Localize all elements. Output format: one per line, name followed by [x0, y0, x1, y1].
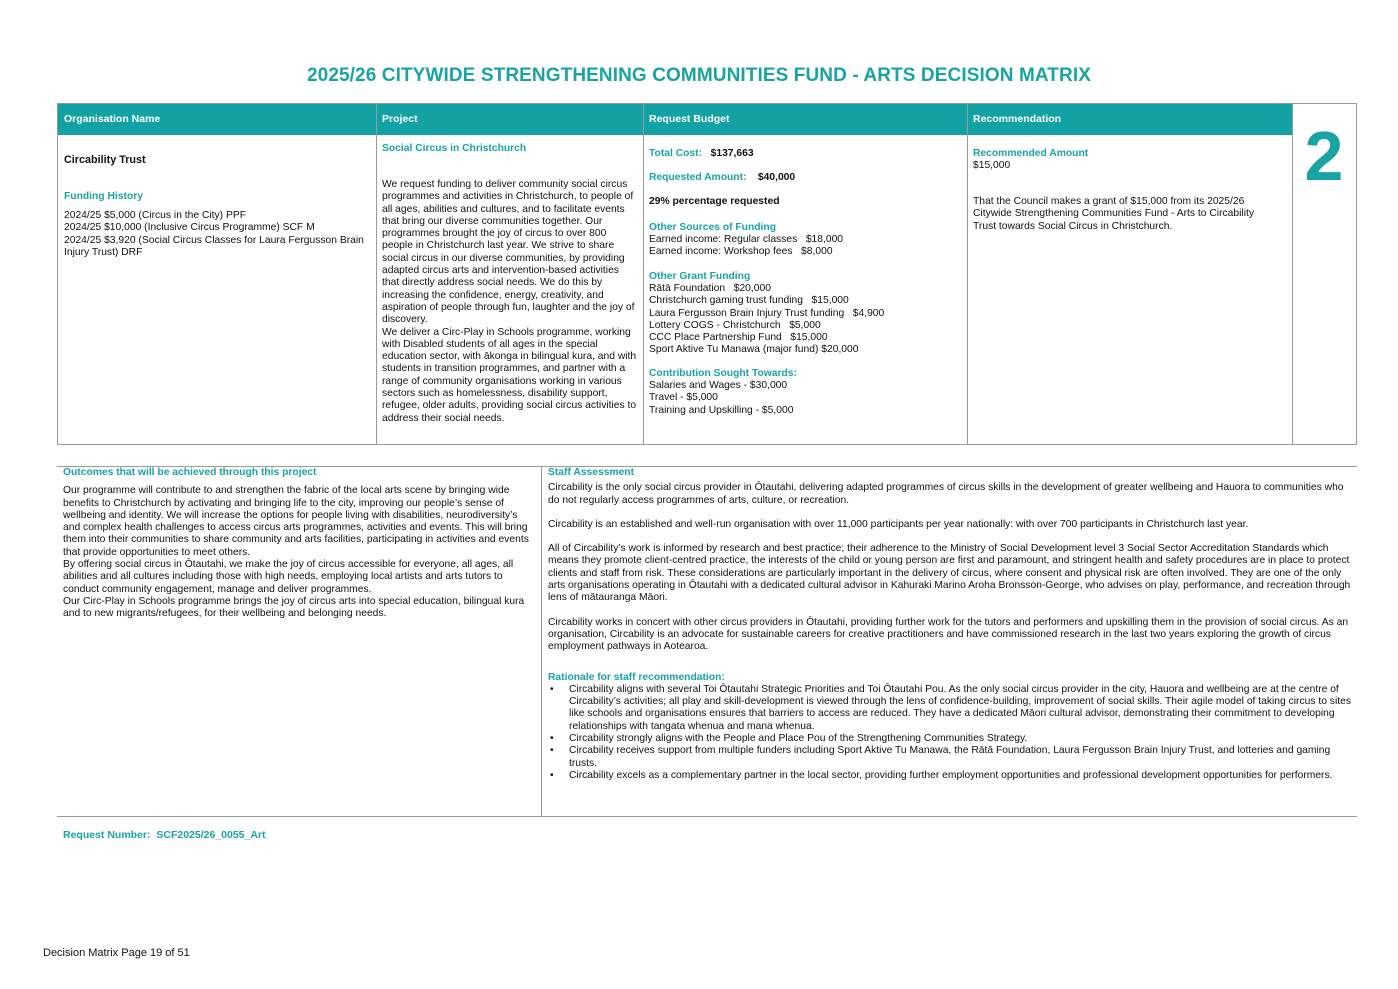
column-divider — [967, 104, 968, 444]
total-cost-value: $137,663 — [710, 148, 754, 159]
rationale-item: • Circability strongly aligns with the People and Place Pou of the Strengthening Communities Strategy. — [548, 733, 1352, 745]
outcomes-label: Outcomes that will be achieved through this project — [63, 467, 317, 478]
column-divider — [541, 466, 542, 816]
outcomes-paragraph: Our Circ-Play in Schools programme brings the joy of circus arts into special education, bilingual kura and to new migrants/refugees, for their wellbeing and belonging needs. — [63, 595, 525, 620]
staff-assessment-label: Staff Assessment — [548, 467, 635, 478]
requested-amount-label: Requested Amount: — [649, 172, 747, 183]
other-source-item: Earned income: Workshop fees $8,000 — [649, 246, 833, 258]
header-request-budget: Request Budget — [643, 104, 967, 135]
total-cost-label: Total Cost: — [649, 148, 703, 159]
requested-amount-value: $40,000 — [757, 172, 796, 183]
project-description-paragraph: We request funding to deliver community social circus programmes and activities in Christchurch, to people of all ages, abilities and cultures, and to facilitate events that bring our diverse communities together. Our programmes brought the joy of circus to over 800 people in Christchurch last year. We strive to share social circus in our diverse communities, by providing adapted circus arts and intervention-based activities that directly address social needs. We do this by increasing the confidence, energy, creativity, and aspiration of people through fun, laughter and the joy of discovery. — [382, 179, 635, 326]
outcomes-section — [63, 467, 535, 621]
header-organisation: Organisation Name — [58, 104, 376, 135]
column-divider — [643, 104, 644, 444]
funding-history-item: 2024/25 $3,920 (Social Circus Classes for Laura Fergusson Brain Injury Trust) DRF — [64, 234, 364, 258]
recommendation-text: That the Council makes a grant of $15,000 from its 2025/26 Citywide Strengthening Communities Fund - Arts to Circability Trust towards Social Circus in Christchurch. — [973, 196, 1254, 232]
other-sources-list — [649, 234, 843, 259]
project-title: Social Circus in Christchurch — [382, 143, 527, 154]
contribution-list — [649, 380, 793, 417]
other-grants-label: Other Grant Funding — [649, 271, 751, 282]
project-description-paragraph: We deliver a Circ-Play in Schools programme, working with Disabled students of all ages in the special education sector, with ākonga in bilingual kura, and with students in transition programmes, and partner with a range of community organisations working in various sectors such as homelessness, disability support, refugee, older adults, providing social circus activities to address their social needs. — [382, 326, 637, 424]
recommendation-cell — [973, 135, 1283, 444]
rationale-list — [548, 684, 1352, 782]
page-title: 2025/26 CITYWIDE STRENGTHENING COMMUNITIES FUND - ARTS DECISION MATRIX — [307, 65, 1091, 86]
header-project: Project — [376, 104, 643, 135]
rationale-item: • Circability excels as a complementary partner in the local sector, providing further employment opportunities and professional development opportunities for performers. — [548, 770, 1352, 782]
funding-history-item: 2024/25 $5,000 (Circus in the City) PPF — [64, 210, 247, 221]
request-number-value: SCF2025/26_0055_Art — [156, 829, 266, 841]
other-grants-list — [649, 283, 884, 357]
outcomes-paragraph: By offering social circus in Ōtautahi, we make the joy of circus accessible for everyone, all ages, all abilities and all cultures including those with high needs, employing local artists and arts tutors to conduct community engagement, manage and deliver programmes. — [63, 559, 514, 595]
total-cost-row — [649, 148, 754, 160]
funding-history-list — [64, 210, 364, 259]
other-grant-item: Christchurch gaming trust funding $15,000 — [649, 295, 849, 307]
other-grant-item: Rātā Foundation $20,000 — [649, 283, 771, 294]
funding-history-item: 2024/25 $10,000 (Inclusive Circus Programme) SCF M — [64, 222, 315, 234]
staff-assessment-paragraph: Circability works in concert with other circus providers in Ōtautahi, providing further work for the tutors and performers and upskilling them in the provision of social circus. As an organisation, Circability is an advocate for sustainable careers for creative practitioners and have commissioned research in the last two years exploring the growth of circus employment pathways in Aotearoa. — [548, 616, 1349, 653]
staff-assessment-paragraph: All of Circability’s work is informed by research and best practice; their adherence to the Ministry of Social Development level 3 Social Sector Accreditation Standards which means they promote client-centred practice, the interests of the child or young person are first and paramount, and stringent health and safety procedures are in place to protect clients and staff from risk. These considerations are particularly important in the delivery of circus, where consent and physical risk are often involved. They are one of the only arts organisations operating in Ōtautahi with a dedicated cultural advisor in Kahuraki Marino Aroha Bronsson-George, who advises on play, performance, and recreation through lens of mātauranga Māori. — [548, 543, 1351, 604]
request-number-label: Request Number: — [63, 829, 151, 841]
other-grant-item: Lottery COGS - Christchurch $5,000 — [649, 319, 821, 331]
header-recommendation: Recommendation — [967, 104, 1292, 135]
outcomes-text — [63, 485, 535, 620]
request-number — [63, 829, 266, 841]
other-grant-item: Laura Fergusson Brain Injury Trust funding $4,900 — [649, 307, 885, 319]
column-divider — [1292, 104, 1293, 444]
organisation-name: Circability Trust — [64, 154, 146, 166]
recommended-amount-value: $15,000 — [973, 160, 1011, 171]
other-sources-label: Other Sources of Funding — [649, 222, 776, 233]
page-footer: Decision Matrix Page 19 of 51 — [43, 947, 190, 959]
staff-assessment-paragraph: Circability is the only social circus provider in Ōtautahi, delivering adapted programmes of circus skills in the development of greater wellbeing and Hauora to communities who do not regularly access programmes of arts, culture, or recreation. — [548, 482, 1344, 506]
other-source-item: Earned income: Regular classes $18,000 — [649, 234, 844, 245]
staff-assessment-paragraph: Circability is an established and well-run organisation with over 11,000 participants per year nationally: with over 700 participants in Christchurch last year. — [548, 518, 1249, 530]
outcomes-paragraph: Our programme will contribute to and strengthen the fabric of the local arts scene by bringing wide benefits to Christchurch by activating and bringing life to the city, improving our people’s sense of wellbeing and identity. We will increase the options for people living with disabilities, neurodiversity’s and complex health challenges to access circus arts programmes, activities and events. This will bring them into their communities to share community and arts facilities, participating in activities and events that provide opportunities to meet others. — [63, 485, 529, 558]
percentage-requested: 29% percentage requested — [649, 196, 780, 207]
recommended-amount-label: Recommended Amount — [973, 148, 1089, 159]
funding-history-label: Funding History — [64, 191, 143, 202]
rationale-item: • Circability aligns with several Toi Ōtautahi Strategic Priorities and Toi Ōtautahi Pou. As the only social circus provider in the city, Hauora and wellbeing are at the centre of Circability’s activities; all play and skill-development is viewed through the lens of confidence-building, improvement of social skills. Their agile model of taking circus to sites like schools and organisations ensures that barriers to access are reduced. They have a dedicated Māori cultural advisor, demonstrating their commitment to developing relationships with tangata whenua and mana whenua. — [548, 684, 1352, 733]
priority-number: 2 — [1304, 117, 1344, 195]
contribution-item: Salaries and Wages - $30,000 — [649, 380, 788, 391]
project-description — [382, 179, 638, 425]
rationale-label: Rationale for staff recommendation: — [548, 671, 725, 683]
column-divider — [376, 104, 377, 444]
organisation-cell — [64, 135, 370, 444]
contribution-item: Training and Upskilling - $5,000 — [649, 404, 794, 416]
requested-amount-row — [649, 172, 795, 184]
section-divider — [57, 816, 1357, 817]
project-cell — [382, 135, 638, 444]
staff-assessment-section — [548, 467, 1352, 782]
budget-cell — [649, 135, 963, 444]
decision-table — [57, 103, 1357, 445]
contribution-item: Travel - $5,000 — [649, 392, 718, 404]
other-grant-item: CCC Place Partnership Fund $15,000 — [649, 332, 828, 344]
contribution-label: Contribution Sought Towards: — [649, 368, 797, 379]
rationale-item: • Circability receives support from multiple funders including Sport Aktive Tu Manawa, the Rātā Foundation, Laura Fergusson Brain Injury Trust, and lotteries and gaming trusts. — [548, 745, 1352, 770]
other-grant-item: Sport Aktive Tu Manawa (major fund) $20,000 — [649, 344, 859, 356]
